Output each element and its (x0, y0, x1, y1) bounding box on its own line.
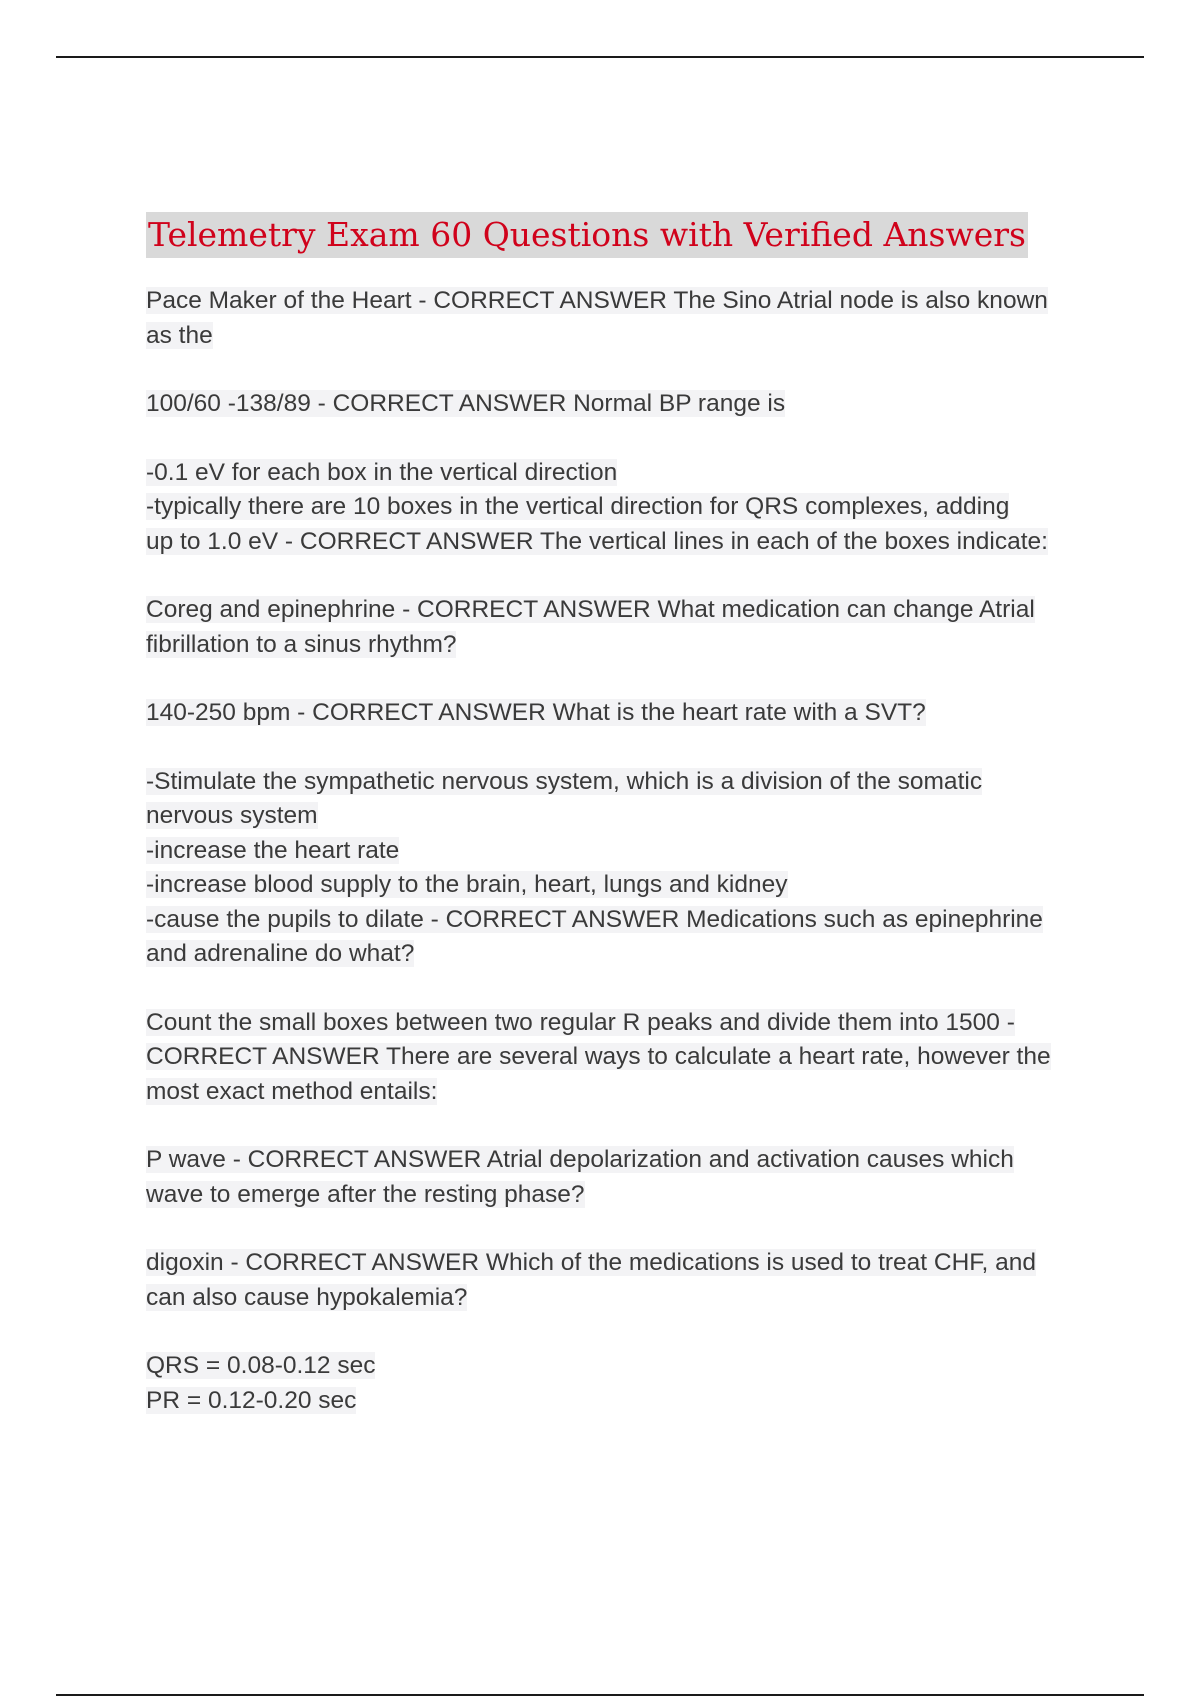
qa-line-text: Coreg and epinephrine - CORRECT ANSWER What medication can change Atrial (146, 596, 1035, 623)
qa-line (146, 387, 1076, 422)
qa-line-text: nervous system (146, 802, 318, 829)
document-body (146, 212, 1076, 1452)
qa-entry (146, 387, 1076, 422)
qa-line-text: digoxin - CORRECT ANSWER Which of the medications is used to treat CHF, and (146, 1249, 1037, 1276)
qa-entry (146, 696, 1076, 731)
qa-entry (146, 765, 1076, 972)
qa-line (146, 284, 1076, 319)
qa-entry (146, 1006, 1076, 1110)
qa-line-text: CORRECT ANSWER There are several ways to calculate a heart rate, however the (146, 1043, 1051, 1070)
qa-entry (146, 1143, 1076, 1212)
qa-line (146, 628, 1076, 663)
qa-line-text: -Stimulate the sympathetic nervous system, which is a division of the somatic (146, 767, 983, 795)
qa-line-text: up to 1.0 eV - CORRECT ANSWER The vertical lines in each of the boxes indicate: (146, 527, 1048, 555)
qa-line (146, 1075, 1076, 1110)
qa-line (146, 1349, 1076, 1384)
qa-line-text: Count the small boxes between two regular R peaks and divide them into 1500 - (146, 1008, 1015, 1036)
qa-line-text: most exact method entails: (146, 1077, 438, 1105)
qa-line-text: and adrenaline do what? (146, 940, 415, 967)
qa-entry (146, 1349, 1076, 1418)
qa-line-text: P wave - CORRECT ANSWER Atrial depolarization and activation causes which (146, 1146, 1014, 1173)
qa-line (146, 765, 1076, 800)
qa-line (146, 937, 1076, 972)
qa-line (146, 525, 1076, 560)
qa-line-text: wave to emerge after the resting phase? (146, 1180, 585, 1208)
qa-line (146, 456, 1076, 491)
qa-line-text: -increase blood supply to the brain, heart, lungs and kidney (146, 871, 788, 898)
footer-rule (56, 1694, 1144, 1696)
qa-entry (146, 1246, 1076, 1315)
qa-line-text: 140-250 bpm - CORRECT ANSWER What is the heart rate with a SVT? (146, 699, 926, 726)
qa-line-text: as the (146, 321, 213, 349)
qa-line (146, 1246, 1076, 1281)
qa-line-text: -cause the pupils to dilate - CORRECT ANSWER Medications such as epinephrine (146, 905, 1043, 933)
qa-line (146, 593, 1076, 628)
qa-line (146, 1040, 1076, 1075)
qa-line-text: Pace Maker of the Heart - CORRECT ANSWER The Sino Atrial node is also known (146, 287, 1048, 314)
qa-entry (146, 593, 1076, 662)
qa-line-text: -0.1 eV for each box in the vertical direction (146, 458, 618, 486)
qa-line (146, 1143, 1076, 1178)
header-rule (56, 56, 1144, 58)
qa-line-text: 100/60 -138/89 - CORRECT ANSWER Normal BP range is (146, 390, 786, 417)
qa-line (146, 834, 1076, 869)
qa-line (146, 799, 1076, 834)
qa-line (146, 1006, 1076, 1041)
qa-line (146, 1384, 1076, 1419)
qa-line-text: can also cause hypokalemia? (146, 1283, 468, 1311)
qa-line (146, 490, 1076, 525)
qa-list (146, 284, 1076, 1418)
qa-line (146, 1281, 1076, 1316)
qa-line (146, 868, 1076, 903)
qa-line (146, 903, 1076, 938)
qa-line (146, 319, 1076, 354)
qa-line-text: QRS = 0.08-0.12 sec (146, 1352, 376, 1379)
qa-line (146, 1178, 1076, 1213)
qa-line-text: fibrillation to a sinus rhythm? (146, 630, 457, 658)
qa-line-text: -typically there are 10 boxes in the vertical direction for QRS complexes, adding (146, 493, 1010, 520)
qa-line (146, 696, 1076, 731)
qa-entry (146, 456, 1076, 560)
qa-line-text: -increase the heart rate (146, 836, 400, 864)
document-title: Telemetry Exam 60 Questions with Verified Answers (146, 212, 1028, 258)
qa-line-text: PR = 0.12-0.20 sec (146, 1386, 357, 1414)
qa-entry (146, 284, 1076, 353)
